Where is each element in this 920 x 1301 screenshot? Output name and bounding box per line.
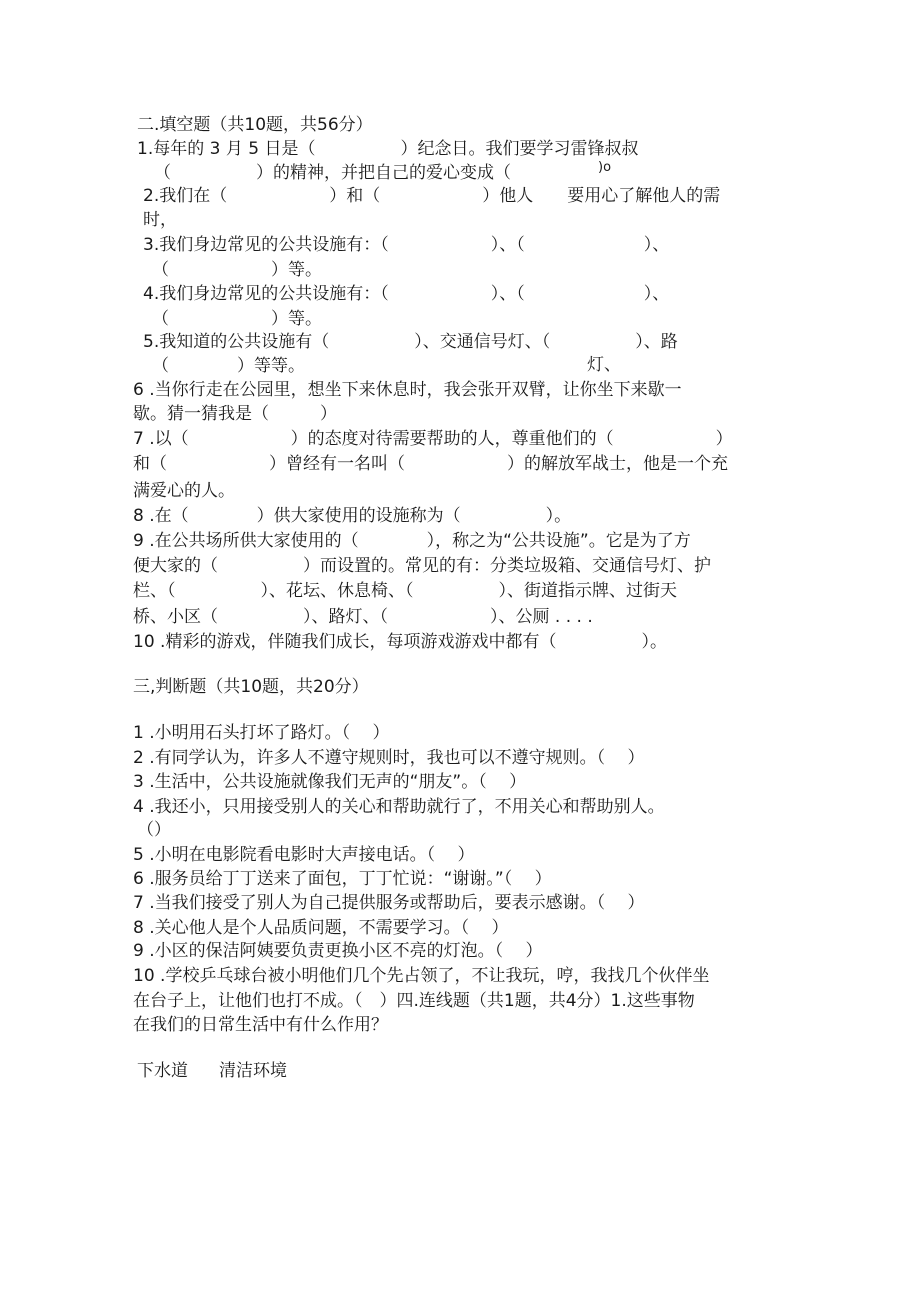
question-line: （ ）等。 — [152, 309, 322, 329]
question-line: 便大家的（ ）而设置的。常见的有：分类垃圾箱、交通信号灯、护 — [133, 556, 711, 576]
question-line: 8 .在（ ）供大家使用的设施称为（ ）。 — [133, 506, 572, 526]
question-line: （ ）的精神，并把自己的爱心变成（ — [154, 163, 596, 183]
question-line: 10 .精彩的游戏，伴随我们成长，每项游戏游戏中都有（ ）。 — [133, 632, 667, 652]
question-line: 6 .服务员给丁丁送来了面包，丁丁忙说：“谢谢。”（ ） — [133, 869, 552, 889]
question-line: 2 .有同学认为，许多人不遵守规则时，我也可以不遵守规则。（ ） — [133, 748, 645, 768]
matching-left-item: 下水道 — [137, 1061, 188, 1081]
question-line: 3.我们身边常见的公共设施有：（ ）、（ ）、 — [143, 235, 670, 255]
question-line: 桥、小区（ ）、路灯、（ ）、公厕 . . . . — [133, 607, 593, 627]
question-line: 6 .当你行走在公园里，想坐下来休息时，我会张开双臂，让你坐下来歇一 — [133, 380, 682, 400]
question-line: 歇。猜一猜我是（ ） — [133, 404, 337, 424]
question-line: 在我们的日常生活中有什么作用？ — [133, 1015, 388, 1035]
question-line-fragment: 灯、 — [587, 355, 621, 375]
question-line-fragment: )o — [598, 160, 612, 175]
question-line: 9 .在公共场所供大家使用的（ ），称之为“公共设施”。它是为了方 — [133, 531, 691, 551]
question-line: 1.每年的 3 月 5 日是（ ）纪念日。我们要学习雷锋叔叔 — [137, 139, 639, 159]
matching-right-item: 清洁环境 — [219, 1061, 287, 1081]
section-heading-true-false: 三,判断题（共10题，共20分） — [133, 677, 369, 697]
question-line: 5.我知道的公共设施有（ ）、交通信号灯、（ ）、路 — [143, 332, 678, 352]
question-line: （） — [137, 820, 171, 840]
question-line: 3 .生活中，公共设施就像我们无声的“朋友”。（ ） — [133, 772, 527, 792]
question-line: 2.我们在（ ）和（ ）他人 要用心了解他人的需 — [143, 186, 721, 206]
question-line: 在台子上，让他们也打不成。（ ）四.连线题（共1题，共4分）1.这些事物 — [133, 991, 695, 1011]
question-line: 7 .当我们接受了别人为自己提供服务或帮助后，要表示感谢。（ ） — [133, 893, 645, 913]
question-line: 7 .以（ ）的态度对待需要帮助的人，尊重他们的（ ） — [133, 429, 733, 449]
question-line: （ ）等等。 — [152, 356, 305, 376]
question-line: 1 .小明用石头打坏了路灯。（ ） — [133, 723, 390, 743]
question-line: 栏、（ ）、花坛、休息椅、（ ）、街道指示牌、过街天 — [133, 581, 677, 601]
section-heading-fill-blank: 二.填空题（共10题，共56分） — [137, 115, 373, 135]
question-line: 4.我们身边常见的公共设施有：（ ）、（ ）、 — [143, 284, 670, 304]
question-line: 10 .学校乒乓球台被小明他们几个先占领了，不让我玩，哼，我找几个伙伴坐 — [133, 966, 710, 986]
question-line: 和（ ）曾经有一名叫（ ）的解放军战士，他是一个充 — [133, 454, 728, 474]
question-line: 9 .小区的保洁阿姨要负责更换小区不亮的灯泡。（ ） — [133, 941, 543, 961]
question-line: 4 .我还小，只用接受别人的关心和帮助就行了，不用关心和帮助别人。 — [133, 797, 665, 817]
question-line: 5 .小明在电影院看电影时大声接电话。（ ） — [133, 845, 475, 865]
question-line: 8 .关心他人是个人品质问题，不需要学习。（ ） — [133, 918, 509, 938]
question-line: 时， — [143, 210, 177, 230]
question-line: 满爱心的人。 — [133, 481, 235, 501]
question-line: （ ）等。 — [152, 260, 322, 280]
